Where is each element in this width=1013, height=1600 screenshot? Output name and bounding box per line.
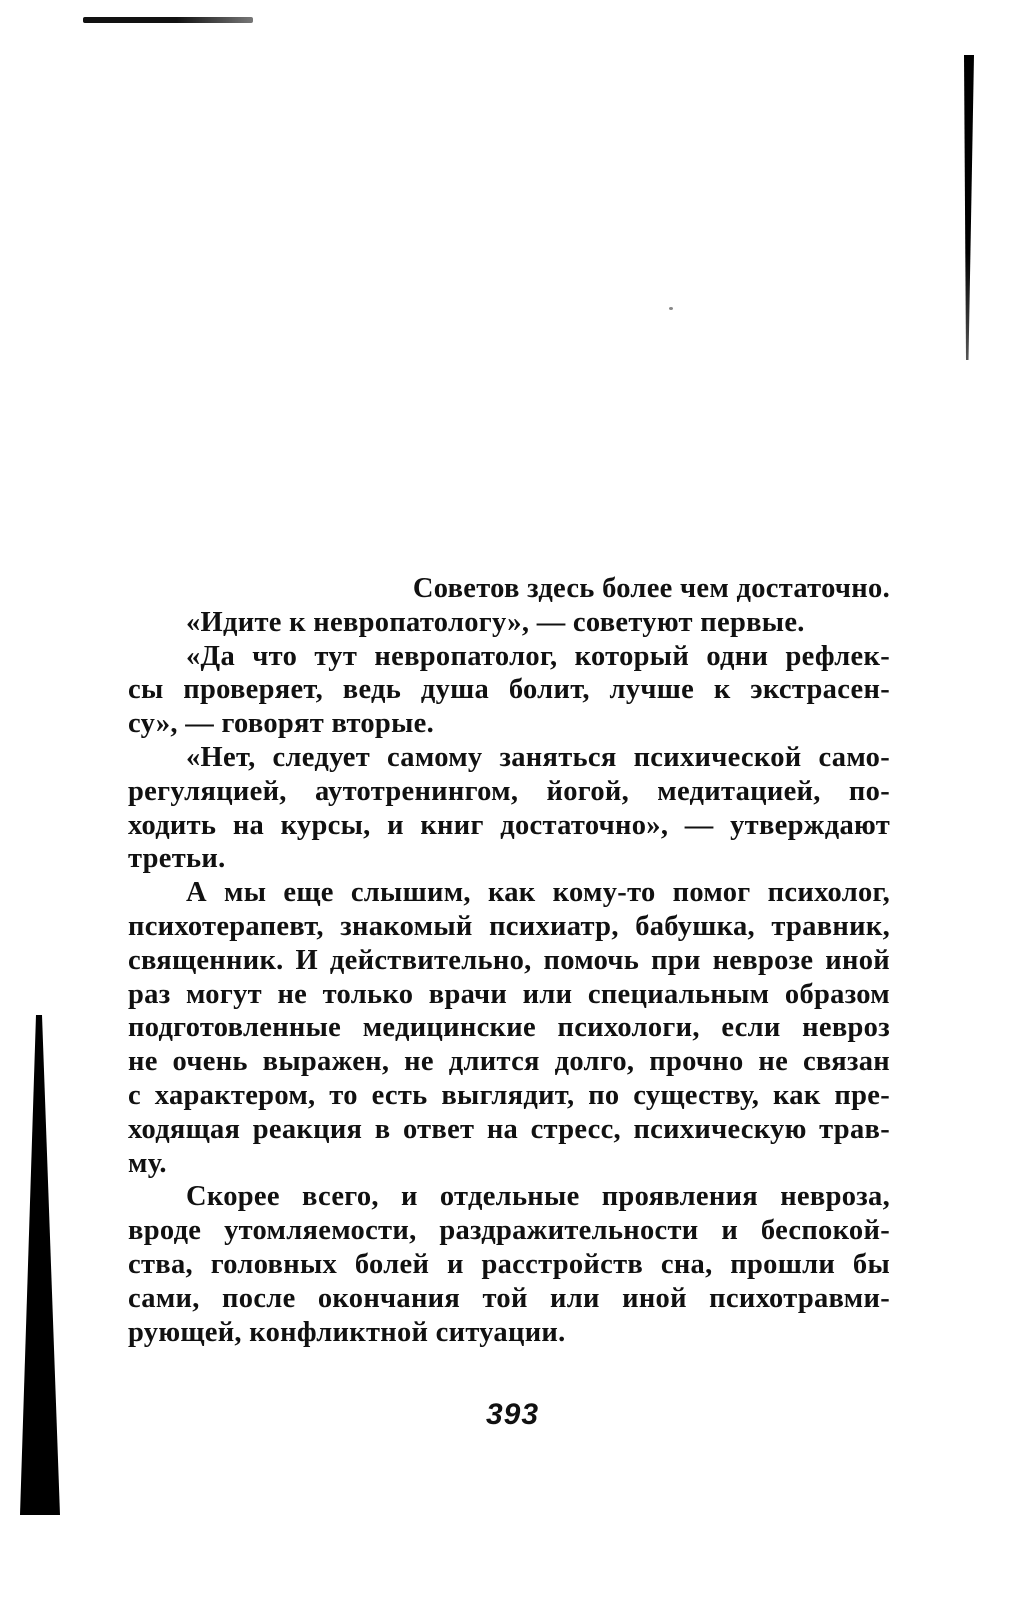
- text-line: А мы еще слышим, как кому-то помог психолог,: [186, 877, 890, 909]
- text-line: ходить на курсы, и книг достаточно», — утверждают: [128, 809, 890, 841]
- scan-artifact-dot: [669, 307, 673, 310]
- scan-artifact-top-mark: [83, 17, 253, 23]
- text-line: регуляцией, аутотренингом, йогой, медитацией, по-: [128, 775, 890, 807]
- text-line: «Да что тут невропатолог, который одни рефлек-: [186, 640, 890, 672]
- body-text: [128, 572, 890, 1349]
- scan-artifact-left-bar: [20, 1015, 60, 1515]
- text-line: Скорее всего, и отдельные проявления невроза,: [186, 1181, 890, 1213]
- text-line: Советов здесь более чем достаточно.: [412, 573, 890, 604]
- scan-artifact-right-bar: [964, 55, 974, 360]
- text-line: раз могут не только врачи или специальным образом: [128, 978, 890, 1010]
- text-line: третьи.: [128, 843, 226, 875]
- text-line: священник. И действительно, помочь при неврозе иной: [128, 944, 890, 976]
- text-line: рующей, конфликтной ситуации.: [128, 1316, 566, 1348]
- text-line: не очень выражен, не длится долго, прочно не связан: [128, 1046, 890, 1078]
- text-line: подготовленные медицинские психологи, если невроз: [128, 1012, 890, 1044]
- text-line: му.: [128, 1147, 167, 1179]
- text-line: су», — говорят вторые.: [128, 708, 435, 740]
- text-line: «Нет, следует самому заняться психической само-: [186, 741, 890, 773]
- text-line: с характером, то есть выглядит, по существу, как пре-: [128, 1079, 890, 1111]
- text-line: ходящая реакция в ответ на стресс, психическую трав-: [128, 1113, 890, 1145]
- text-line: «Идите к невропатологу», — советуют первые.: [186, 606, 805, 638]
- text-line: психотерапевт, знакомый психиатр, бабушка, травник,: [128, 910, 890, 942]
- text-line: сами, после окончания той или иной психотравми-: [128, 1282, 890, 1314]
- text-line: сы проверяет, ведь душа болит, лучше к экстрасен-: [128, 674, 890, 706]
- text-line: ства, головных болей и расстройств сна, прошли бы: [128, 1248, 890, 1280]
- text-line: вроде утомляемости, раздражительности и беспокой-: [128, 1215, 890, 1247]
- page-number: 393: [485, 1398, 540, 1431]
